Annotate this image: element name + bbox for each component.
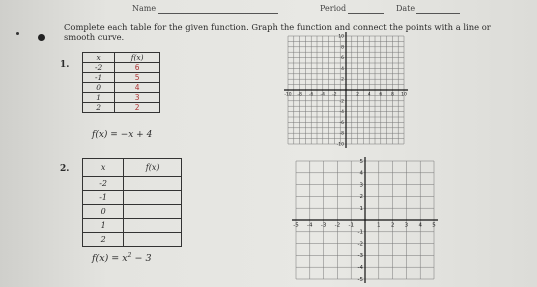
y-tick-label: 10 bbox=[338, 34, 344, 40]
y-tick-label: -5 bbox=[357, 276, 363, 283]
x-tick-label: 5 bbox=[432, 222, 436, 229]
x-tick-label: -2 bbox=[332, 92, 337, 98]
y-tick-label: 6 bbox=[341, 56, 344, 62]
problem-2-function bbox=[92, 252, 152, 264]
function-exponent: 2 bbox=[127, 252, 132, 259]
period-label: Period bbox=[320, 4, 347, 13]
period-field[interactable] bbox=[348, 13, 384, 14]
table-header-fx: f(x) bbox=[115, 53, 160, 63]
x-tick-label: -8 bbox=[297, 92, 302, 98]
function-tail: − 3 bbox=[131, 253, 152, 265]
fx-cell[interactable] bbox=[124, 191, 182, 205]
x-cell: -2 bbox=[83, 177, 124, 191]
y-tick-label: 1 bbox=[359, 206, 363, 213]
problem-2-graph[interactable] bbox=[290, 155, 440, 285]
x-cell: 1 bbox=[83, 219, 124, 233]
x-cell: 0 bbox=[83, 83, 115, 93]
fx-cell[interactable]: 4 bbox=[115, 83, 160, 93]
problem-1-function: f(x) = −x + 4 bbox=[92, 130, 153, 140]
fx-cell[interactable] bbox=[124, 233, 182, 247]
x-tick-label: -10 bbox=[284, 92, 292, 98]
table-row bbox=[83, 63, 160, 73]
x-cell: -1 bbox=[83, 73, 115, 83]
fx-cell[interactable] bbox=[124, 205, 182, 219]
x-tick-label: 4 bbox=[418, 222, 422, 229]
instructions: Complete each table for the given function. Graph the function and connect the points with a line or smooth curve. bbox=[64, 22, 491, 42]
x-cell: 1 bbox=[83, 93, 115, 103]
table-header-x: x bbox=[83, 159, 124, 177]
y-tick-label: -10 bbox=[336, 142, 344, 148]
y-tick-label: -6 bbox=[339, 120, 344, 126]
fx-cell[interactable]: 5 bbox=[115, 73, 160, 83]
x-tick-label: 10 bbox=[401, 92, 407, 98]
problem-1-graph[interactable] bbox=[282, 30, 410, 150]
table-row bbox=[83, 191, 182, 205]
table-row bbox=[83, 73, 160, 83]
x-cell: -1 bbox=[83, 191, 124, 205]
function-base: f(x) = x bbox=[92, 253, 128, 265]
x-tick-label: 1 bbox=[377, 222, 381, 229]
y-tick-label: 5 bbox=[359, 158, 363, 165]
fx-cell[interactable]: 2 bbox=[115, 103, 160, 113]
fx-cell[interactable] bbox=[124, 177, 182, 191]
y-tick-label: -4 bbox=[357, 265, 363, 272]
name-label: Name bbox=[132, 4, 157, 13]
y-tick-label: 4 bbox=[359, 170, 363, 177]
x-tick-label: -4 bbox=[307, 222, 313, 229]
x-cell: 2 bbox=[83, 233, 124, 247]
y-tick-label: 3 bbox=[359, 182, 363, 189]
x-tick-label: 2 bbox=[390, 222, 395, 229]
problem-1-table bbox=[82, 52, 160, 113]
table-header-fx: f(x) bbox=[124, 159, 182, 177]
date-field[interactable] bbox=[416, 13, 460, 14]
table-row bbox=[83, 103, 160, 113]
y-tick-label: 4 bbox=[341, 66, 344, 72]
table-row bbox=[83, 93, 160, 103]
x-tick-label: -1 bbox=[348, 222, 354, 229]
y-tick-label: 2 bbox=[341, 77, 344, 83]
y-tick-label: 8 bbox=[341, 45, 344, 51]
table-row bbox=[83, 219, 182, 233]
bullet-icon bbox=[38, 34, 45, 41]
fx-cell[interactable]: 6 bbox=[115, 63, 160, 73]
problem-2-number: 2. bbox=[60, 164, 70, 174]
table-row bbox=[83, 233, 182, 247]
y-tick-label: -3 bbox=[357, 253, 363, 260]
x-cell: -2 bbox=[83, 63, 115, 73]
y-tick-label: -2 bbox=[357, 241, 363, 248]
y-tick-label: -8 bbox=[339, 131, 344, 137]
x-tick-label: 4 bbox=[367, 92, 371, 98]
y-tick-label: -1 bbox=[357, 229, 363, 236]
x-tick-label: -6 bbox=[308, 92, 314, 98]
x-tick-label: -2 bbox=[334, 222, 341, 229]
y-tick-label: -2 bbox=[339, 99, 344, 105]
x-cell: 2 bbox=[83, 103, 115, 113]
fx-cell[interactable]: 3 bbox=[115, 93, 160, 103]
x-tick-label: 3 bbox=[404, 222, 409, 229]
y-tick-label: -4 bbox=[339, 110, 344, 116]
problem-2-table bbox=[82, 158, 182, 247]
y-tick-label: 2 bbox=[359, 194, 363, 201]
x-tick-label: -3 bbox=[320, 222, 327, 229]
x-tick-label: -4 bbox=[320, 92, 326, 98]
name-field[interactable] bbox=[158, 13, 278, 14]
margin-mark bbox=[16, 32, 19, 35]
table-header-x: x bbox=[83, 53, 115, 63]
x-tick-label: 6 bbox=[379, 92, 383, 98]
table-row bbox=[83, 205, 182, 219]
x-cell: 0 bbox=[83, 205, 124, 219]
x-tick-label: 2 bbox=[356, 92, 360, 98]
fx-cell[interactable] bbox=[124, 219, 182, 233]
x-tick-label: -5 bbox=[293, 222, 299, 229]
x-tick-label: 8 bbox=[390, 92, 394, 98]
date-label: Date bbox=[396, 4, 416, 13]
table-row bbox=[83, 177, 182, 191]
problem-1-number: 1. bbox=[60, 60, 70, 70]
table-row bbox=[83, 83, 160, 93]
